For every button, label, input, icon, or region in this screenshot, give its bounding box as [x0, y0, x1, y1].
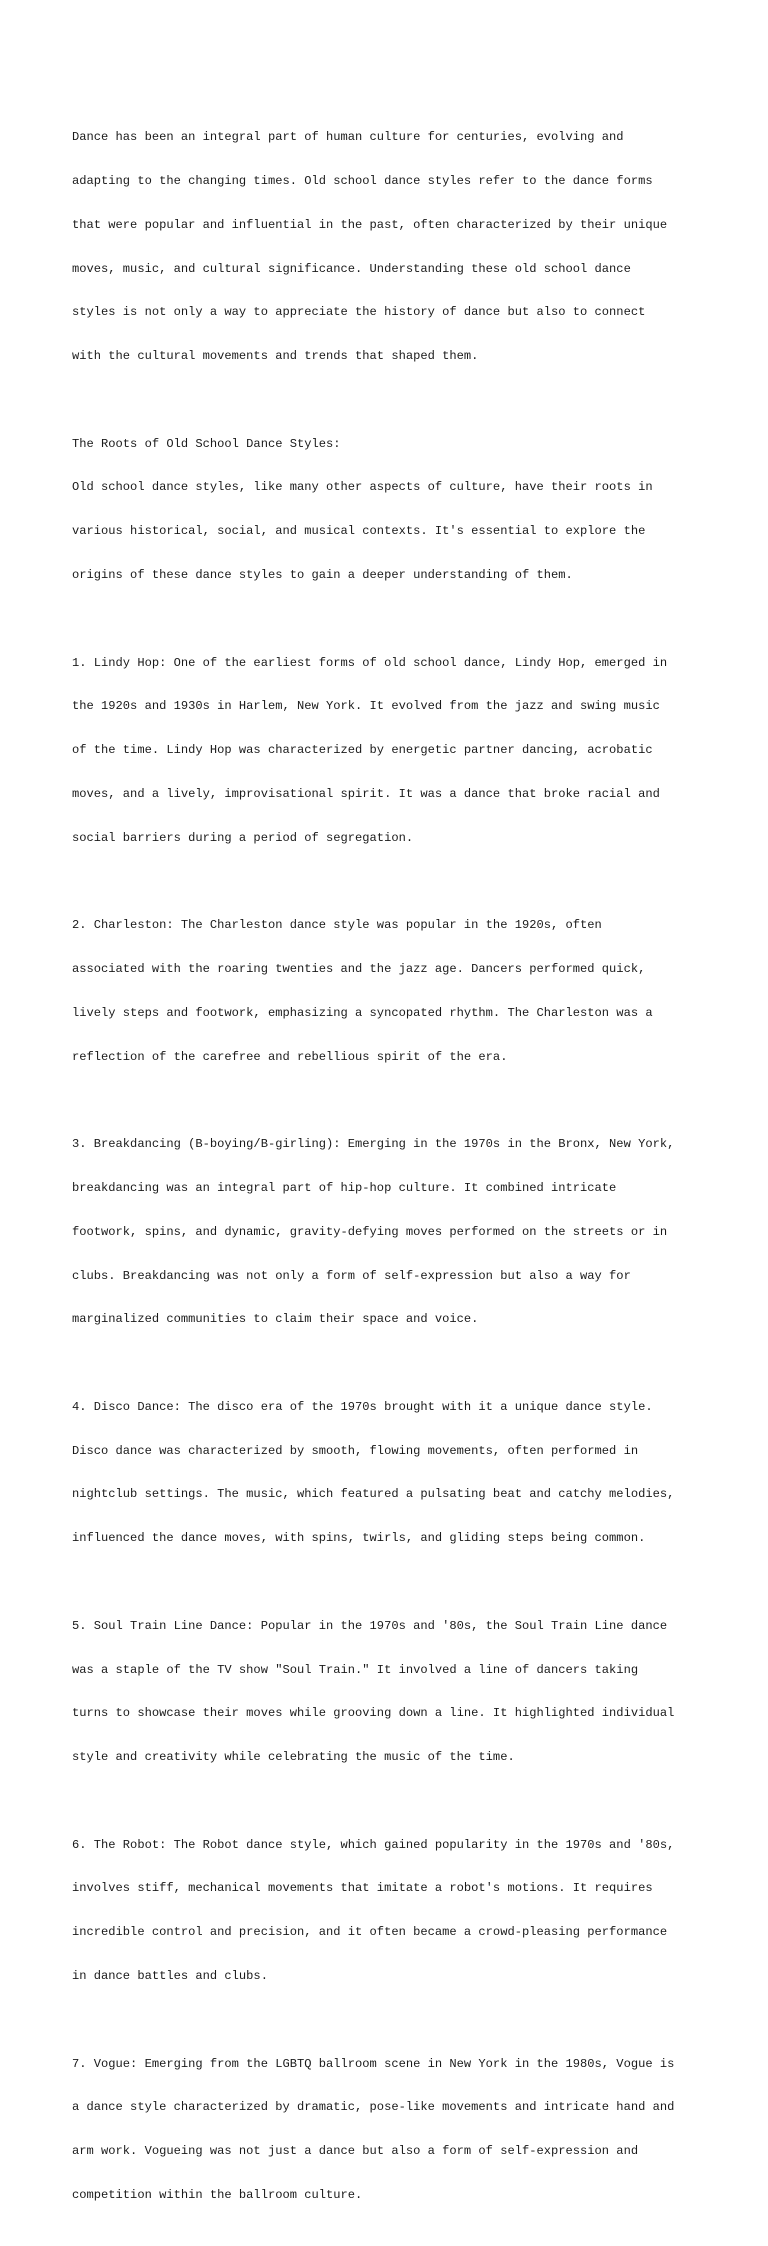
text-line: arm work. Vogueing was not just a dance but also a form of self-expression and [72, 2144, 639, 2159]
text-line: lively steps and footwork, emphasizing a syncopated rhythm. The Charleston was a [72, 1005, 653, 1020]
text-line: 6. The Robot: The Robot dance style, which gained popularity in the 1970s and '80s, [72, 1837, 675, 1852]
text-line: the 1920s and 1930s in Harlem, New York. It evolved from the jazz and swing music [72, 699, 660, 714]
text-line: origins of these dance styles to gain a deeper understanding of them. [72, 568, 573, 582]
text-line: moves, and a lively, improvisational spirit. It was a dance that broke racial and [72, 786, 660, 801]
text-line: 5. Soul Train Line Dance: Popular in the 1970s and '80s, the Soul Train Line dance [72, 1618, 668, 1633]
text-line: adapting to the changing times. Old school dance styles refer to the dance forms [72, 173, 653, 188]
text-line: nightclub settings. The music, which featured a pulsating beat and catchy melodies, [72, 1487, 675, 1502]
breakdancing-paragraph [72, 1108, 712, 1356]
text-line: 3. Breakdancing (B-boying/B-girling): Emerging in the 1970s in the Bronx, New York, [72, 1137, 675, 1152]
text-line: that were popular and influential in the past, often characterized by their unique [72, 217, 668, 232]
text-line: competition within the ballroom culture. [72, 2187, 363, 2202]
lindy-hop-paragraph [72, 626, 712, 874]
text-line: social barriers during a period of segregation. [72, 830, 414, 845]
robot-paragraph [72, 1808, 712, 2012]
text-line: influenced the dance moves, with spins, twirls, and gliding steps being common. [72, 1531, 646, 1546]
text-line: 7. Vogue: Emerging from the LGBTQ ballroom scene in New York in the 1980s, Vogue is [72, 2056, 675, 2071]
intro-paragraph [72, 101, 712, 393]
text-line: Old school dance styles, like many other aspects of culture, have their roots in [72, 480, 653, 495]
text-line: involves stiff, mechanical movements that imitate a robot's motions. It requires [72, 1881, 653, 1896]
text-line: incredible control and precision, and it often became a crowd-pleasing performance [72, 1925, 668, 1940]
text-line: Dance has been an integral part of human culture for centuries, evolving and [72, 130, 624, 145]
text-line: footwork, spins, and dynamic, gravity-defying moves performed on the streets or in [72, 1224, 668, 1239]
text-line: turns to showcase their moves while grooving down a line. It highlighted individual [72, 1706, 675, 1721]
text-line: reflection of the carefree and rebellious spirit of the era. [72, 1049, 508, 1064]
soul-train-paragraph [72, 1590, 712, 1794]
text-line: marginalized communities to claim their space and voice. [72, 1312, 479, 1327]
text-line: of the time. Lindy Hop was characterized by energetic partner dancing, acrobatic [72, 743, 653, 758]
text-line: breakdancing was an integral part of hip-hop culture. It combined intricate [72, 1180, 617, 1195]
text-line: associated with the roaring twenties and the jazz age. Dancers performed quick, [72, 962, 646, 977]
text-line: 4. Disco Dance: The disco era of the 1970s brought with it a unique dance style. [72, 1399, 653, 1414]
vogue-paragraph [72, 2027, 712, 2231]
text-line: clubs. Breakdancing was not only a form of self-expression but also a way for [72, 1268, 631, 1283]
text-line: 2. Charleston: The Charleston dance style was popular in the 1920s, often [72, 918, 602, 933]
text-line: in dance battles and clubs. [72, 1969, 268, 1983]
roots-section-paragraph [72, 407, 712, 611]
disco-dance-paragraph [72, 1371, 712, 1575]
text-line: various historical, social, and musical contexts. It's essential to explore the [72, 524, 646, 539]
document-body [72, 101, 712, 2246]
text-line: 1. Lindy Hop: One of the earliest forms of old school dance, Lindy Hop, emerged in [72, 655, 668, 670]
text-line: a dance style characterized by dramatic, pose-like movements and intricate hand and [72, 2100, 675, 2115]
text-line: Disco dance was characterized by smooth, flowing movements, often performed in [72, 1443, 639, 1458]
charleston-paragraph [72, 889, 712, 1093]
text-line: was a staple of the TV show "Soul Train." It involved a line of dancers taking [72, 1662, 639, 1677]
section-heading: The Roots of Old School Dance Styles: [72, 436, 341, 451]
text-line: style and creativity while celebrating the music of the time. [72, 1750, 515, 1765]
text-line: with the cultural movements and trends that shaped them. [72, 349, 479, 364]
text-line: styles is not only a way to appreciate the history of dance but also to connect [72, 305, 646, 320]
text-line: moves, music, and cultural significance. Understanding these old school dance [72, 261, 631, 276]
